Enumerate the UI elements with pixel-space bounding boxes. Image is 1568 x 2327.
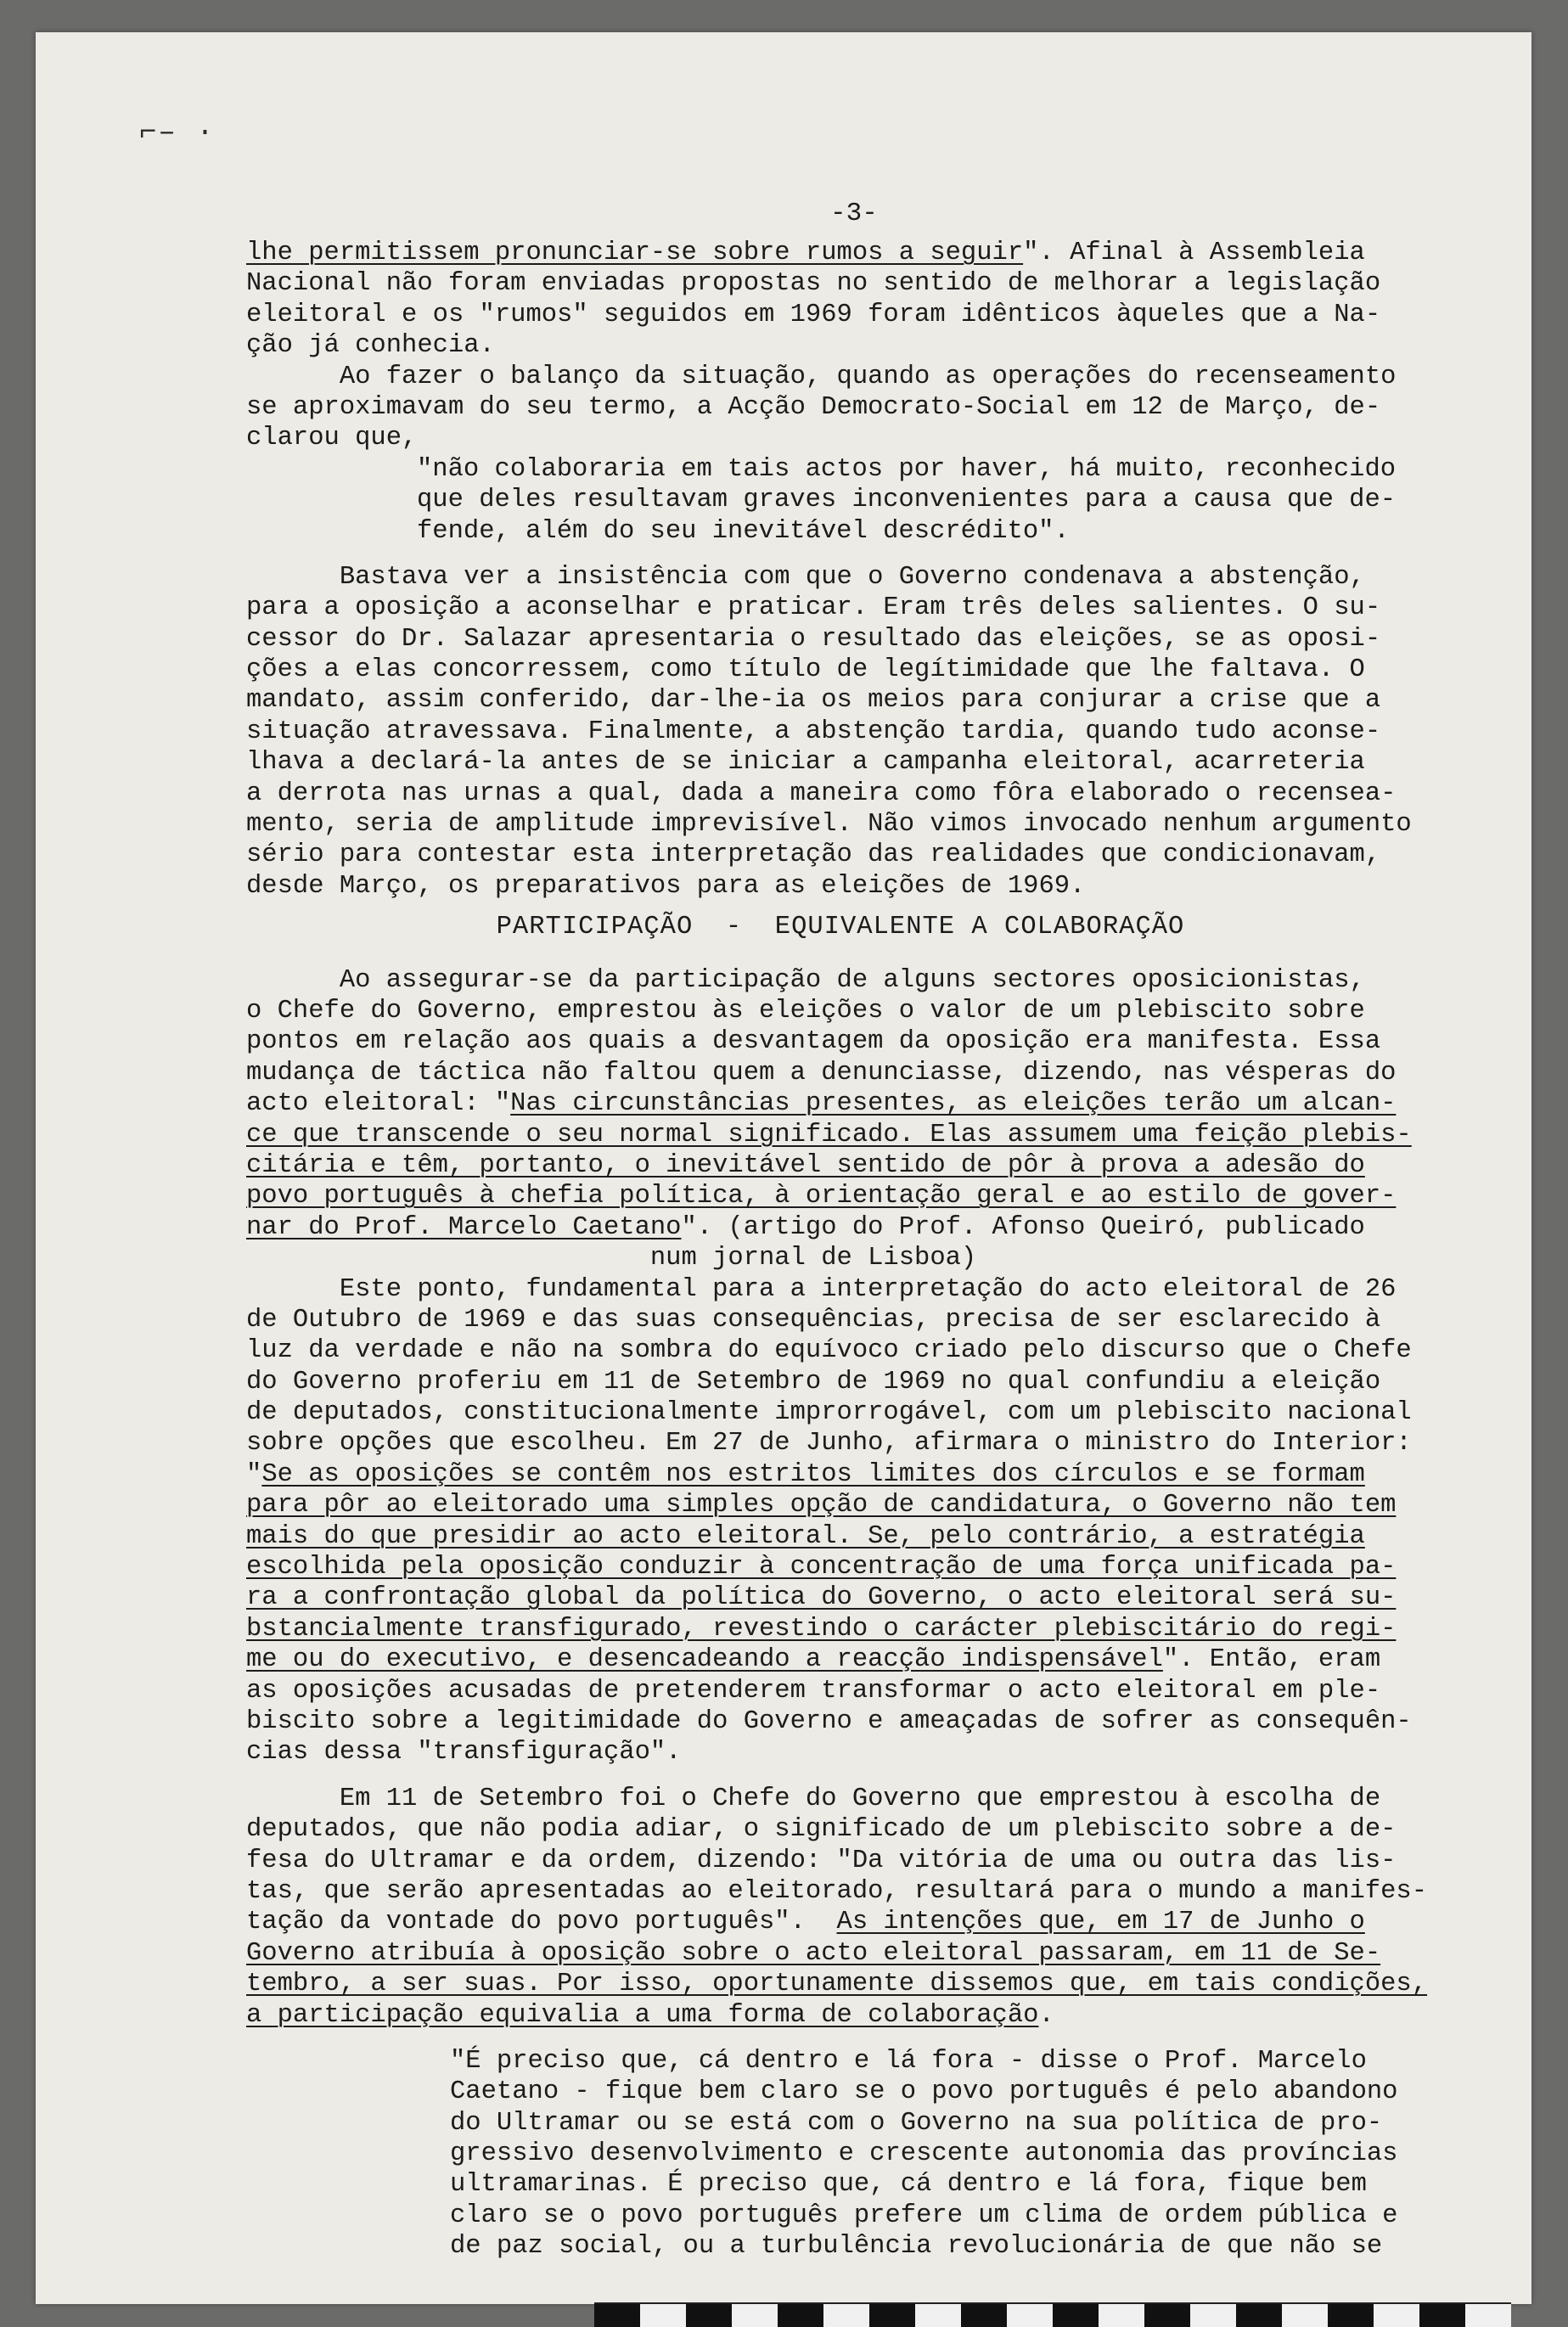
text-line xyxy=(246,1428,1511,1459)
underlined-text: lhe permitissem pronunciar-se sobre rumos a seguir xyxy=(246,239,1024,267)
underlined-text: Nas circunstâncias presentes, as eleições terão um alcan- xyxy=(510,1089,1397,1119)
text-line xyxy=(246,1305,1511,1335)
text-segment: luz da verdade e não na sombra do equívoco criado pelo discurso que o Chefe xyxy=(246,1336,1412,1366)
text-segment: ". (artigo do Prof. Afonso Queiró, publicado xyxy=(681,1212,1365,1242)
text-segment: tação da vontade do povo português". xyxy=(246,1908,837,1937)
text-segment: eleitoral e os "rumos" seguidos em 1969 foram idênticos àqueles que a Na- xyxy=(246,300,1381,329)
underlined-text: para pôr ao eleitorado uma simples opção de candidatura, o Governo não tem xyxy=(246,1491,1397,1520)
text-segment: ". Então, eram xyxy=(1162,1645,1381,1675)
underlined-text: As intenções que, em 17 de Junho o xyxy=(836,1908,1365,1937)
text-line: fende, além do seu inevitável descrédito". xyxy=(417,516,1070,546)
text-line: ultramarinas. É preciso que, cá dentro e lá fora, fique bem xyxy=(450,2170,1367,2200)
text-segment: biscito sobre a legitimidade do Governo e ameaçadas de sofrer as consequên- xyxy=(246,1706,1412,1736)
text-line xyxy=(246,1274,1511,1305)
text-line: Ao fazer o balanço da situação, quando as operações do recenseamento xyxy=(246,362,1397,391)
text-line xyxy=(246,1490,1511,1520)
text-line xyxy=(246,1120,1511,1150)
text-line: mento, seria de amplitude imprevisível. Não vimos invocado nenhum argumento xyxy=(246,810,1412,840)
text-line xyxy=(246,1552,1511,1582)
text-line xyxy=(246,1907,1511,1937)
text-line: cessor do Dr. Salazar apresentaria o resultado das eleições, se as oposi- xyxy=(246,624,1381,654)
text-segment: ção já conhecia. xyxy=(246,331,495,361)
underlined-text: tembro, a ser suas. Por isso, oportunamente dissemos que, em tais condições, xyxy=(246,1970,1428,1999)
text-line xyxy=(246,268,1511,299)
text-line: desde Março, os preparativos para as eleições de 1969. xyxy=(246,871,1086,901)
text-segment: de deputados, constitucionalmente improrrogável, com um plebiscito nacional xyxy=(246,1398,1412,1428)
text-line: se aproximavam do seu termo, a Acção Democrato-Social em 12 de Março, de- xyxy=(246,392,1381,422)
typed-text-body xyxy=(246,238,1511,2262)
underlined-text: mais do que presidir ao acto eleitoral. Se, pelo contrário, a estratégia xyxy=(246,1521,1365,1551)
page-number: -3- xyxy=(830,199,878,228)
section-heading: PARTICIPAÇÃO - EQUIVALENTE A COLABORAÇÃO xyxy=(496,913,1185,942)
text-line xyxy=(246,1459,1511,1490)
text-segment: fesa do Ultramar e da ordem, dizendo: "Da vitória de uma ou outra das lis- xyxy=(246,1846,1397,1875)
text-segment: as oposições acusadas de pretenderem transformar o acto eleitoral em ple- xyxy=(246,1676,1381,1706)
text-line: "não colaboraria em tais actos por haver, há muito, reconhecido xyxy=(417,454,1397,484)
text-line: que deles resultavam graves inconvenientes para a causa que de- xyxy=(417,486,1397,515)
text-line xyxy=(246,300,1511,330)
text-line xyxy=(246,1676,1511,1706)
text-line xyxy=(246,1397,1511,1428)
text-line: Caetano - fique bem claro se o povo português é pelo abandono xyxy=(450,2077,1398,2107)
text-line xyxy=(246,996,1511,1026)
text-segment: cias dessa "transfiguração". xyxy=(246,1738,682,1768)
text-line xyxy=(246,1938,1511,1969)
quotation-ads xyxy=(246,454,1511,547)
text-segment: pontos em relação aos quais a desvantagem da oposição era manifesta. Essa xyxy=(246,1027,1381,1057)
text-line xyxy=(246,1737,1511,1768)
underlined-text: escolhida pela oposição conduzir à concentração de uma força unificada pa- xyxy=(246,1553,1397,1582)
text-segment: num jornal de Lisboa) xyxy=(246,1244,977,1273)
text-line: "É preciso que, cá dentro e lá fora - disse o Prof. Marcelo xyxy=(450,2046,1367,2076)
text-line xyxy=(246,1212,1511,1243)
text-line xyxy=(246,1243,1511,1273)
text-line: claro se o povo português prefere um clima de ordem pública e xyxy=(450,2201,1398,2230)
text-line xyxy=(246,1582,1511,1613)
text-segment: Nacional não foram enviadas propostas no sentido de melhorar a legislação xyxy=(246,269,1381,299)
text-line xyxy=(246,1784,1511,1814)
text-line: situação atravessava. Finalmente, a abstenção tardia, quando tudo aconse- xyxy=(246,717,1381,746)
text-segment: acto eleitoral: " xyxy=(246,1089,511,1119)
text-line: sério para contestar esta interpretação das realidades que condicionavam, xyxy=(246,840,1381,870)
underlined-text: bstancialmente transfigurado, revestindo o carácter plebiscitário do regi- xyxy=(246,1614,1397,1644)
text-segment: ". Afinal à Assembleia xyxy=(1023,239,1365,267)
text-line xyxy=(246,1026,1511,1057)
text-segment: o Chefe do Governo, emprestou às eleições o valor de um plebiscito sobre xyxy=(246,997,1365,1026)
text-segment: . xyxy=(1038,2000,1054,2030)
underlined-text: ra a confrontação global da política do Governo, o acto eleitoral será su- xyxy=(246,1583,1397,1613)
text-line xyxy=(246,1058,1511,1088)
text-line xyxy=(246,965,1511,996)
text-line xyxy=(246,1876,1511,1907)
paragraph-september xyxy=(246,1784,1511,2031)
underlined-text: citária e têm, portanto, o inevitável sentido de pôr à prova a adesão do xyxy=(246,1150,1365,1180)
text-segment: deputados, que não podia adiar, o significado de um plebiscito sobre a de- xyxy=(246,1815,1397,1845)
text-line xyxy=(246,1335,1511,1366)
text-line xyxy=(246,1846,1511,1876)
text-line: gressivo desenvolvimento e crescente autonomia das províncias xyxy=(450,2139,1398,2169)
text-line: Bastava ver a insistência com que o Governo condenava a abstenção, xyxy=(246,562,1365,592)
text-line xyxy=(246,2000,1511,2031)
text-line: para a oposição a aconselhar e praticar. Eram três deles salientes. O su- xyxy=(246,593,1381,623)
underlined-text: nar do Prof. Marcelo Caetano xyxy=(246,1212,682,1242)
text-line: de paz social, ou a turbulência revolucionária de que não se xyxy=(450,2232,1383,2262)
paragraph-interpretation xyxy=(246,1274,1511,1768)
text-segment: tas, que serão apresentadas ao eleitorado, resultará para o mundo a manifes- xyxy=(246,1876,1428,1906)
text-line: lhava a declará-la antes de se iniciar a campanha eleitoral, acarreteria xyxy=(246,748,1365,778)
scale-ruler xyxy=(594,2302,1511,2327)
text-segment: Este ponto, fundamental para a interpretação do acto eleitoral de 26 xyxy=(246,1274,1397,1304)
text-segment: " xyxy=(246,1459,262,1489)
paragraph-abstention xyxy=(246,562,1511,902)
underlined-text: Se as oposições se contêm nos estritos limites dos círculos e se formam xyxy=(261,1459,1365,1489)
underlined-text: Governo atribuía à oposição sobre o acto eleitoral passaram, em 11 de Se- xyxy=(246,1938,1381,1968)
quotation-caetano xyxy=(246,2046,1511,2262)
text-line xyxy=(246,330,1511,361)
text-line: mandato, assim conferido, dar-lhe-ia os meios para conjurar a crise que a xyxy=(246,686,1381,716)
text-line: a derrota nas urnas a qual, dada a maneira como fôra elaborado o recensea- xyxy=(246,778,1397,808)
underlined-text: ce que transcende o seu normal significado. Elas assumem uma feição plebis- xyxy=(246,1120,1412,1149)
text-segment: Ao assegurar-se da participação de alguns sectores oposicionistas, xyxy=(246,965,1365,995)
text-segment: sobre opções que escolheu. Em 27 de Junho, afirmara o ministro do Interior: xyxy=(246,1429,1412,1459)
text-line xyxy=(246,1521,1511,1552)
paragraph-participation xyxy=(246,965,1511,1274)
text-line: clarou que, xyxy=(246,424,418,453)
text-line: ções a elas concorressem, como título de legítimidade que lhe faltava. O xyxy=(246,655,1365,685)
text-segment: do Governo proferiu em 11 de Setembro de 1969 no qual confundiu a eleição xyxy=(246,1367,1381,1397)
text-line xyxy=(246,1969,1511,1999)
text-line xyxy=(246,238,1511,268)
paragraph-intro xyxy=(246,238,1511,362)
underlined-text: me ou do executivo, e desencadeando a reacção indispensável xyxy=(246,1645,1163,1675)
text-line xyxy=(246,1614,1511,1644)
text-segment: mudança de táctica não faltou quem a denunciasse, dizendo, nas vésperas do xyxy=(246,1058,1397,1088)
text-line xyxy=(246,1088,1511,1119)
corner-mark: ⌐– · xyxy=(139,117,216,149)
underlined-text: povo português à chefia política, à orientação geral e ao estilo de gover- xyxy=(246,1182,1397,1211)
text-line xyxy=(246,1150,1511,1181)
text-line xyxy=(246,1814,1511,1845)
underlined-text: a participação equivalia a uma forma de colaboração xyxy=(246,2000,1039,2030)
text-line xyxy=(246,1644,1511,1675)
text-line xyxy=(246,1367,1511,1397)
text-segment: de Outubro de 1969 e das suas consequências, precisa de ser esclarecido à xyxy=(246,1305,1381,1335)
text-line xyxy=(246,1181,1511,1211)
text-segment: Em 11 de Setembro foi o Chefe do Governo que emprestou à escolha de xyxy=(246,1784,1381,1813)
paragraph-ads-statement xyxy=(246,362,1511,454)
text-line: do Ultramar ou se está com o Governo na sua política de pro- xyxy=(450,2108,1383,2138)
text-line xyxy=(246,1706,1511,1737)
document-page xyxy=(36,32,1531,2304)
